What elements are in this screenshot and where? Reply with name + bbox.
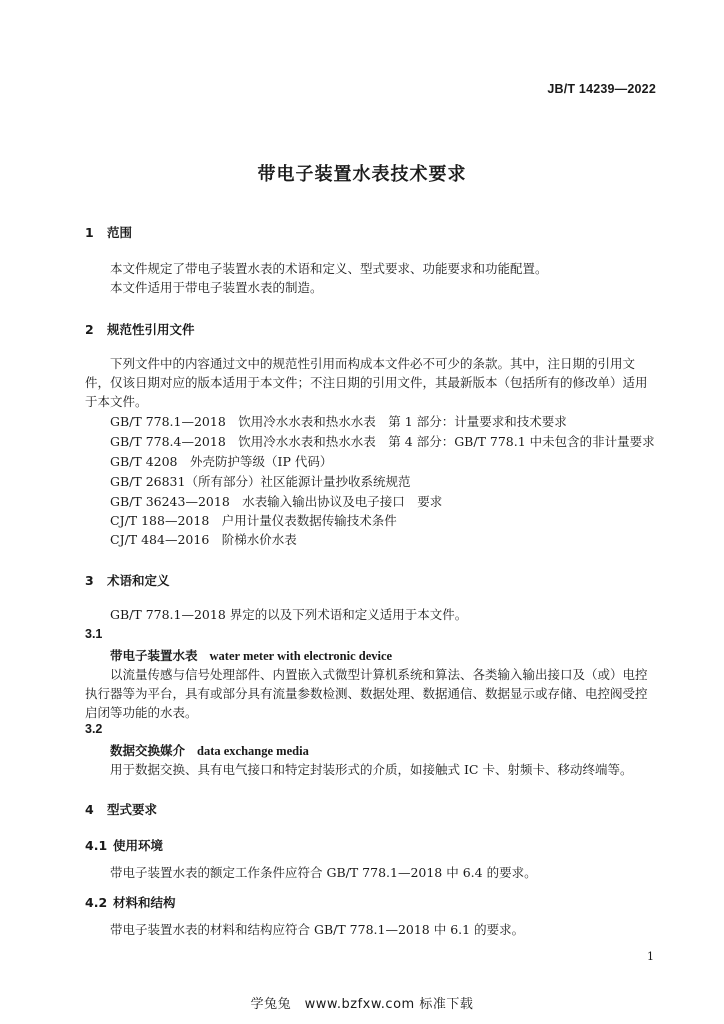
section-1-para-2: 本文件适用于带电子装置水表的制造。 <box>110 280 323 295</box>
term-3-2-cn: 数据交换媒介 <box>110 743 186 758</box>
footer-watermark: 学兔兔 www.bzfxw.com 标准下载 <box>250 997 474 1012</box>
document-title: 带电子装置水表技术要求 <box>257 164 467 185</box>
reference-item: GB/T 778.4—2018 饮用冷水水表和热水水表 第 4 部分：GB/T 778.1 中未包含的非计量要求 <box>110 434 655 449</box>
section-4-heading: 4 型式要求 <box>85 802 158 817</box>
term-3-1-en: water meter with electronic device <box>209 649 393 663</box>
reference-item: GB/T 26831（所有部分）社区能源计量抄收系统规范 <box>110 474 411 489</box>
term-3-1 <box>110 646 392 664</box>
term-3-1-cn: 带电子装置水表 <box>110 648 198 663</box>
section-4-2-heading: 4.2 材料和结构 <box>85 895 176 910</box>
section-1-para-1: 本文件规定了带电子装置水表的术语和定义、型式要求、功能要求和功能配置。 <box>110 261 548 276</box>
term-3-1-definition: 以流量传感与信号处理部件、内置嵌入式微型计算机系统和算法、各类输入输出接口及（或）电控执行器等为平台，具有或部分具有流量参数检测、数据处理、数据通信、数据显示或存储、电控阀受控启闭等功能的水表。 <box>85 667 648 720</box>
section-1-heading: 1 范围 <box>85 225 133 240</box>
section-4-2-text: 带电子装置水表的材料和结构应符合 GB/T 778.1—2018 中 6.1 的要求。 <box>110 922 525 937</box>
reference-item: GB/T 778.1—2018 饮用冷水水表和热水水表 第 1 部分：计量要求和技术要求 <box>110 414 567 429</box>
section-3-heading: 3 术语和定义 <box>85 573 170 588</box>
reference-item: GB/T 4208 外壳防护等级（IP 代码） <box>110 454 333 469</box>
section-4-1-text: 带电子装置水表的额定工作条件应符合 GB/T 778.1—2018 中 6.4 的要求。 <box>110 865 537 880</box>
reference-item: GB/T 36243—2018 水表输入输出协议及电子接口 要求 <box>110 494 443 509</box>
page-number: 1 <box>647 950 654 963</box>
term-3-1-number: 3.1 <box>85 627 103 641</box>
term-3-2-definition: 用于数据交换、具有电气接口和特定封装形式的介质，如接触式 IC 卡、射频卡、移动终端等。 <box>110 762 633 777</box>
section-3-intro: GB/T 778.1—2018 界定的以及下列术语和定义适用于本文件。 <box>110 607 468 622</box>
reference-item: CJ/T 484—2016 阶梯水价水表 <box>110 532 297 547</box>
section-2-intro: 下列文件中的内容通过文中的规范性引用而构成本文件必不可少的条款。其中，注日期的引用文件，仅该日期对应的版本适用于本文件；不注日期的引用文件，其最新版本（包括所有的修改单）适用于本文件。 <box>85 356 648 409</box>
standard-code: JB/T 14239—2022 <box>547 82 656 96</box>
section-2-heading: 2 规范性引用文件 <box>85 322 195 337</box>
term-3-2-en: data exchange media <box>197 744 309 758</box>
term-3-2 <box>110 741 309 759</box>
section-4-1-heading: 4.1 使用环境 <box>85 838 164 853</box>
reference-item: CJ/T 188—2018 户用计量仪表数据传输技术条件 <box>110 513 397 528</box>
term-3-2-number: 3.2 <box>85 722 103 736</box>
